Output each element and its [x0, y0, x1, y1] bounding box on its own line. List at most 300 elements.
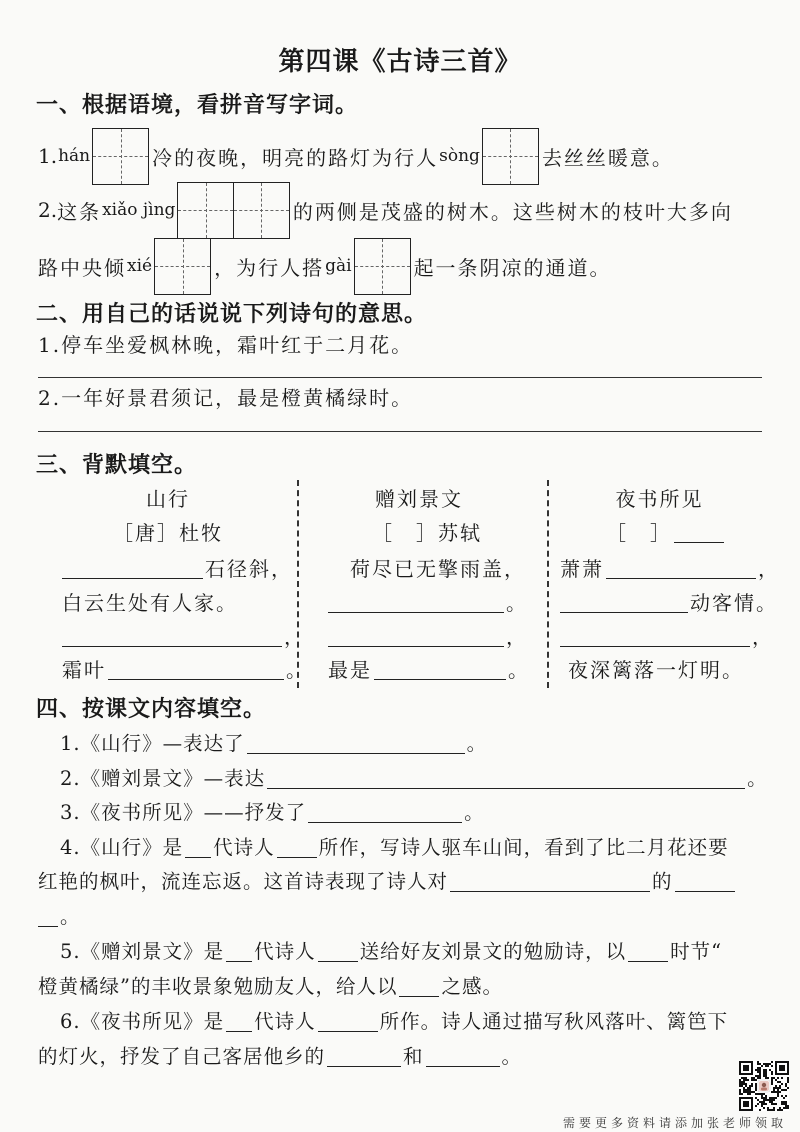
- qr-module: [777, 1087, 779, 1089]
- qr-module: [765, 1065, 767, 1067]
- qr-module: [763, 1093, 765, 1095]
- qr-module: [763, 1103, 765, 1105]
- s4-q1-line: [60, 722, 487, 762]
- poem-3-title: 夜书所见: [615, 486, 704, 511]
- poem-text: 。: [286, 657, 308, 682]
- answer-blank: [108, 657, 284, 680]
- qr-module: [749, 1093, 751, 1095]
- avatar-body: [761, 1088, 767, 1091]
- s4-q4-line-2: [38, 860, 737, 900]
- poem-2-author: ［ ］苏轼: [372, 520, 482, 545]
- qr-module: [739, 1079, 741, 1081]
- qr-module: [785, 1105, 787, 1107]
- qr-module: [767, 1077, 769, 1079]
- sentence-text: 的两侧是茂盛的树木。这些树木的枝叶大多向: [292, 199, 733, 224]
- qr-module: [759, 1109, 761, 1111]
- qr-module: [763, 1069, 765, 1071]
- poem-text: 。: [506, 590, 528, 615]
- question-text: 。: [60, 905, 81, 928]
- section-2-heading: 二、用自己的话说说下列诗句的意思。: [36, 300, 428, 327]
- qr-module: [739, 1081, 741, 1083]
- writing-box: [92, 128, 149, 185]
- qr-module: [779, 1085, 781, 1087]
- answer-blank: [247, 731, 465, 754]
- qr-module: [763, 1099, 765, 1101]
- answer-blank: [318, 1009, 378, 1032]
- answer-blank: [267, 766, 745, 789]
- qr-module: [781, 1103, 783, 1105]
- qr-module: [765, 1073, 767, 1075]
- qr-module: [747, 1087, 749, 1089]
- writing-box: [177, 182, 234, 239]
- qr-module: [787, 1081, 789, 1083]
- qr-module: [783, 1097, 785, 1099]
- qr-module: [751, 1091, 753, 1093]
- question-text: 。: [501, 1045, 523, 1068]
- poem-2-row-1: 荷尽已无擎雨盖，: [350, 556, 526, 581]
- qr-module: [771, 1079, 773, 1081]
- question-text: 6.《夜书所见》是: [60, 1010, 225, 1033]
- qr-module: [759, 1093, 761, 1095]
- qr-module: [771, 1083, 773, 1085]
- s1-q1-line: [38, 127, 674, 185]
- qr-module: [757, 1063, 759, 1065]
- qr-module: [759, 1063, 761, 1065]
- qr-finder: [779, 1065, 785, 1071]
- qr-module: [771, 1097, 773, 1099]
- qr-module: [765, 1069, 767, 1071]
- sentence-text: 这条: [57, 199, 102, 224]
- qr-module: [773, 1099, 775, 1101]
- qr-module: [771, 1103, 773, 1105]
- qr-module: [749, 1087, 751, 1089]
- qr-module: [777, 1091, 779, 1093]
- qr-module: [751, 1085, 753, 1087]
- qr-module: [773, 1087, 775, 1089]
- sentence-text: 路中央倾: [38, 255, 126, 280]
- qr-module: [771, 1061, 773, 1063]
- qr-module: [761, 1065, 763, 1067]
- qr-module: [765, 1103, 767, 1105]
- answer-blank: [328, 624, 504, 647]
- qr-module: [755, 1085, 757, 1087]
- qr-module: [761, 1103, 763, 1105]
- qr-module: [779, 1081, 781, 1083]
- qr-module: [771, 1109, 773, 1111]
- qr-module: [771, 1091, 773, 1093]
- poem-text: ，: [284, 624, 306, 649]
- qr-module: [783, 1101, 785, 1103]
- s4-q6-line-1: [60, 1000, 728, 1040]
- qr-module: [755, 1089, 757, 1091]
- section-3-heading: 三、背默填空。: [36, 451, 198, 478]
- question-text: 代诗人: [254, 1010, 316, 1033]
- qr-module: [763, 1075, 765, 1077]
- qr-module: [759, 1071, 761, 1073]
- qr-module: [755, 1087, 757, 1089]
- question-text: 。: [747, 767, 768, 790]
- qr-module: [747, 1089, 749, 1091]
- answer-blank: [226, 1009, 252, 1032]
- qr-module: [775, 1085, 777, 1087]
- sentence-text: ，为行人搭: [214, 255, 325, 280]
- poem-text: ，: [752, 624, 774, 649]
- qr-module: [751, 1079, 753, 1081]
- qr-module: [743, 1091, 745, 1093]
- qr-module: [787, 1077, 789, 1079]
- qr-module: [783, 1089, 785, 1091]
- qr-module: [749, 1085, 751, 1087]
- qr-module: [779, 1091, 781, 1093]
- poem-text: 石径斜，: [205, 556, 293, 581]
- qr-module: [765, 1075, 767, 1077]
- qr-module: [771, 1077, 773, 1079]
- qr-module: [749, 1091, 751, 1093]
- s1-q2-line-2: [38, 237, 612, 295]
- qr-module: [759, 1069, 761, 1071]
- s4-q5-line-2: [38, 965, 503, 1005]
- qr-module: [765, 1099, 767, 1101]
- qr-module: [763, 1063, 765, 1065]
- qr-module: [777, 1095, 779, 1097]
- qr-module: [765, 1077, 767, 1079]
- qr-module: [767, 1107, 769, 1109]
- qr-module: [775, 1079, 777, 1081]
- qr-module: [785, 1103, 787, 1105]
- answer-blank: [374, 657, 506, 680]
- qr-module: [779, 1107, 781, 1109]
- question-text: 所作，写诗人驱车山间，看到了比二月花还要: [318, 836, 729, 859]
- answer-blank: [560, 590, 688, 613]
- answer-blank: [674, 520, 724, 543]
- qr-module: [767, 1065, 769, 1067]
- qr-module: [775, 1091, 777, 1093]
- qr-module: [761, 1105, 763, 1107]
- page-title: 第四课《古诗三首》: [278, 47, 522, 77]
- qr-module: [745, 1085, 747, 1087]
- qr-module: [773, 1089, 775, 1091]
- qr-module: [773, 1091, 775, 1093]
- answer-blank: [308, 800, 462, 823]
- sentence-text: 起一条阴凉的通道。: [413, 255, 612, 280]
- qr-module: [771, 1081, 773, 1083]
- qr-module: [745, 1089, 747, 1091]
- qr-module: [753, 1091, 755, 1093]
- qr-module: [781, 1109, 783, 1111]
- question-number: 2.: [38, 198, 58, 222]
- qr-module: [787, 1107, 789, 1109]
- qr-module: [757, 1093, 759, 1095]
- qr-module: [773, 1077, 775, 1079]
- qr-module: [781, 1101, 783, 1103]
- qr-finder: [743, 1101, 749, 1107]
- question-text: 所作。诗人通过描写秋风落叶、篱笆下: [379, 1010, 729, 1033]
- answer-blank: [450, 869, 650, 892]
- writing-box: [482, 128, 539, 185]
- s2-item-1: 1.停车坐爱枫林晚，霜叶红于二月花。: [38, 332, 414, 357]
- question-text: 红艳的枫叶，流连忘返。这首诗表现了诗人对: [38, 870, 449, 893]
- qr-module: [777, 1089, 779, 1091]
- answer-blank: [327, 1044, 401, 1067]
- qr-module: [741, 1083, 743, 1085]
- poem-1-title: 山行: [146, 486, 190, 511]
- qr-module: [759, 1075, 761, 1077]
- qr-module: [781, 1077, 783, 1079]
- qr-module: [773, 1103, 775, 1105]
- s4-q6-line-2: [38, 1035, 522, 1075]
- answer-blank: [62, 624, 282, 647]
- qr-module: [759, 1067, 761, 1069]
- qr-module: [761, 1095, 763, 1097]
- question-text: 2.《赠刘景文》—表达: [60, 767, 266, 790]
- qr-module: [777, 1093, 779, 1095]
- qr-module: [763, 1101, 765, 1103]
- qr-module: [761, 1097, 763, 1099]
- question-text: 4.《山行》是: [60, 836, 184, 859]
- qr-module: [767, 1099, 769, 1101]
- qr-module: [741, 1093, 743, 1095]
- qr-module: [773, 1109, 775, 1111]
- avatar-head: [762, 1083, 766, 1087]
- qr-module: [777, 1081, 779, 1083]
- qr-module: [773, 1107, 775, 1109]
- qr-module: [775, 1097, 777, 1099]
- qr-module: [743, 1089, 745, 1091]
- qr-code: [739, 1061, 789, 1111]
- question-text: 。: [464, 801, 485, 824]
- qr-module: [785, 1095, 787, 1097]
- qr-module: [765, 1071, 767, 1073]
- answer-blank: [399, 974, 439, 997]
- qr-module: [757, 1071, 759, 1073]
- qr-module: [787, 1079, 789, 1081]
- qr-module: [743, 1081, 745, 1083]
- sentence-text: 冷的夜晚，明亮的路灯为行人: [152, 145, 439, 170]
- poem-1-author: ［唐］杜牧: [113, 520, 223, 545]
- qr-module: [775, 1087, 777, 1089]
- qr-module: [771, 1099, 773, 1101]
- poem-text: 。: [508, 657, 530, 682]
- qr-module: [769, 1097, 771, 1099]
- s4-q3-line: [60, 791, 485, 831]
- answer-blank: [38, 904, 58, 927]
- answer-blank: [185, 835, 211, 858]
- qr-module: [739, 1093, 741, 1095]
- poem-text: 霜叶: [62, 657, 106, 682]
- question-text: 代诗人: [254, 940, 316, 963]
- qr-module: [743, 1083, 745, 1085]
- question-text: 代诗人: [213, 836, 275, 859]
- qr-module: [747, 1079, 749, 1081]
- question-text: 3.《夜书所见》——抒发了: [60, 801, 307, 824]
- qr-module: [755, 1079, 757, 1081]
- answer-blank: [560, 624, 750, 647]
- qr-module: [765, 1095, 767, 1097]
- qr-module: [769, 1063, 771, 1065]
- poem-text: ，: [758, 556, 780, 581]
- poem-1-row-4: [62, 648, 308, 688]
- qr-module: [759, 1077, 761, 1079]
- qr-module: [771, 1071, 773, 1073]
- qr-module: [773, 1097, 775, 1099]
- qr-module: [753, 1079, 755, 1081]
- qr-module: [781, 1083, 783, 1085]
- qr-module: [777, 1077, 779, 1079]
- qr-module: [739, 1089, 741, 1091]
- qr-module: [741, 1077, 743, 1079]
- question-text: 时节“: [670, 940, 723, 963]
- pinyin: xié: [127, 256, 153, 276]
- answer-blank: [277, 835, 317, 858]
- poem-text: 动客情。: [690, 590, 778, 615]
- footer-note: 需要更多资料请添加张老师领取: [563, 1116, 788, 1130]
- qr-module: [777, 1109, 779, 1111]
- question-text: 送给好友刘景文的勉励诗，以: [359, 940, 627, 963]
- question-text: 的灯火，抒发了自己客居他乡的: [38, 1045, 326, 1068]
- qr-module: [783, 1107, 785, 1109]
- pinyin: sòng: [439, 146, 480, 166]
- question-text: 橙黄橘绿”的丰收景象勉励友人，给人以: [38, 975, 398, 998]
- question-number: 1.: [38, 144, 58, 168]
- poem-text: ，: [506, 624, 528, 649]
- qr-module: [757, 1061, 759, 1063]
- answer-blank: [628, 939, 668, 962]
- qr-module: [741, 1081, 743, 1083]
- section-1-heading: 一、根据语境，看拼音写字词。: [36, 91, 359, 118]
- qr-module: [763, 1071, 765, 1073]
- answer-blank: [226, 939, 252, 962]
- qr-module: [779, 1087, 781, 1089]
- qr-module: [783, 1103, 785, 1105]
- s4-q4-line-3: [36, 895, 81, 935]
- qr-module: [743, 1077, 745, 1079]
- qr-module: [739, 1083, 741, 1085]
- qr-module: [771, 1065, 773, 1067]
- qr-module: [761, 1093, 763, 1095]
- qr-module: [765, 1097, 767, 1099]
- poem-2-title: 赠刘景文: [375, 486, 463, 511]
- qr-module: [785, 1089, 787, 1091]
- poem-3-author: [606, 511, 726, 551]
- question-text: 之感。: [441, 975, 503, 998]
- qr-module: [761, 1101, 763, 1103]
- qr-module: [759, 1101, 761, 1103]
- poem-2-row-4: [328, 648, 530, 688]
- qr-module: [757, 1075, 759, 1077]
- qr-module: [739, 1091, 741, 1093]
- qr-module: [763, 1107, 765, 1109]
- poem-text: 萧萧: [560, 556, 604, 581]
- s4-q5-line-1: [60, 930, 722, 970]
- qr-module: [755, 1075, 757, 1077]
- sentence-text: 去丝丝暖意。: [541, 145, 674, 170]
- qr-module: [769, 1069, 771, 1071]
- qr-module: [741, 1085, 743, 1087]
- qr-module: [785, 1085, 787, 1087]
- qr-module: [739, 1085, 741, 1087]
- qr-module: [749, 1089, 751, 1091]
- answer-blank: [675, 869, 735, 892]
- qr-module: [745, 1091, 747, 1093]
- pinyin: gài: [325, 256, 352, 276]
- qr-module: [785, 1107, 787, 1109]
- qr-module: [787, 1105, 789, 1107]
- qr-module: [743, 1079, 745, 1081]
- qr-module: [757, 1077, 759, 1079]
- section-4-heading: 四、按课文内容填空。: [36, 695, 267, 722]
- qr-module: [747, 1093, 749, 1095]
- qr-module: [757, 1103, 759, 1105]
- qr-module: [765, 1063, 767, 1065]
- writing-box: [354, 238, 411, 295]
- qr-module: [781, 1089, 783, 1091]
- question-text: 1.《山行》—表达了: [60, 732, 245, 755]
- qr-module: [775, 1103, 777, 1105]
- qr-module: [785, 1101, 787, 1103]
- qr-module: [745, 1077, 747, 1079]
- qr-module: [767, 1063, 769, 1065]
- pinyin: hán: [58, 146, 91, 166]
- answer-blank: [426, 1044, 500, 1067]
- qr-module: [755, 1083, 757, 1085]
- qr-module: [743, 1087, 745, 1089]
- qr-module: [763, 1073, 765, 1075]
- qr-module: [779, 1109, 781, 1111]
- question-text: 。: [466, 732, 488, 755]
- qr-module: [781, 1095, 783, 1097]
- qr-module: [763, 1097, 765, 1099]
- qr-module: [757, 1069, 759, 1071]
- qr-module: [785, 1083, 787, 1085]
- answer-blank: [318, 939, 358, 962]
- qr-module: [745, 1083, 747, 1085]
- qr-module: [753, 1077, 755, 1079]
- qr-module: [751, 1083, 753, 1085]
- qr-module: [755, 1097, 757, 1099]
- qr-finder: [743, 1065, 749, 1071]
- qr-module: [769, 1101, 771, 1103]
- s1-q2-line-1: [38, 181, 733, 239]
- qr-module: [755, 1093, 757, 1095]
- qr-module: [767, 1109, 769, 1111]
- qr-module: [755, 1105, 757, 1107]
- answer-blank: [606, 556, 756, 579]
- poem-1-row-2: 白云生处有人家。: [62, 590, 238, 615]
- writing-box: [233, 182, 290, 239]
- qr-module: [759, 1073, 761, 1075]
- writing-box: [154, 238, 211, 295]
- qr-module: [769, 1099, 771, 1101]
- qr-module: [751, 1077, 753, 1079]
- qr-module: [769, 1109, 771, 1111]
- pinyin: xiǎo jìng: [102, 200, 176, 220]
- qr-module: [747, 1091, 749, 1093]
- answer-blank: [328, 590, 504, 613]
- qr-module: [771, 1101, 773, 1103]
- qr-module: [771, 1073, 773, 1075]
- question-text: 的: [652, 870, 673, 893]
- poem-3-row-4: 夜深篱落一灯明。: [568, 657, 744, 682]
- qr-module: [755, 1069, 757, 1071]
- qr-module: [757, 1067, 759, 1069]
- s2-item-2: 2.一年好景君须记，最是橙黄橘绿时。: [38, 385, 414, 410]
- qr-module: [757, 1099, 759, 1101]
- answer-blank: [62, 556, 203, 579]
- poem-text: 最是: [328, 657, 372, 682]
- answer-line: [38, 431, 762, 432]
- question-text: 5.《赠刘景文》是: [60, 940, 225, 963]
- question-text: 和: [403, 1045, 424, 1068]
